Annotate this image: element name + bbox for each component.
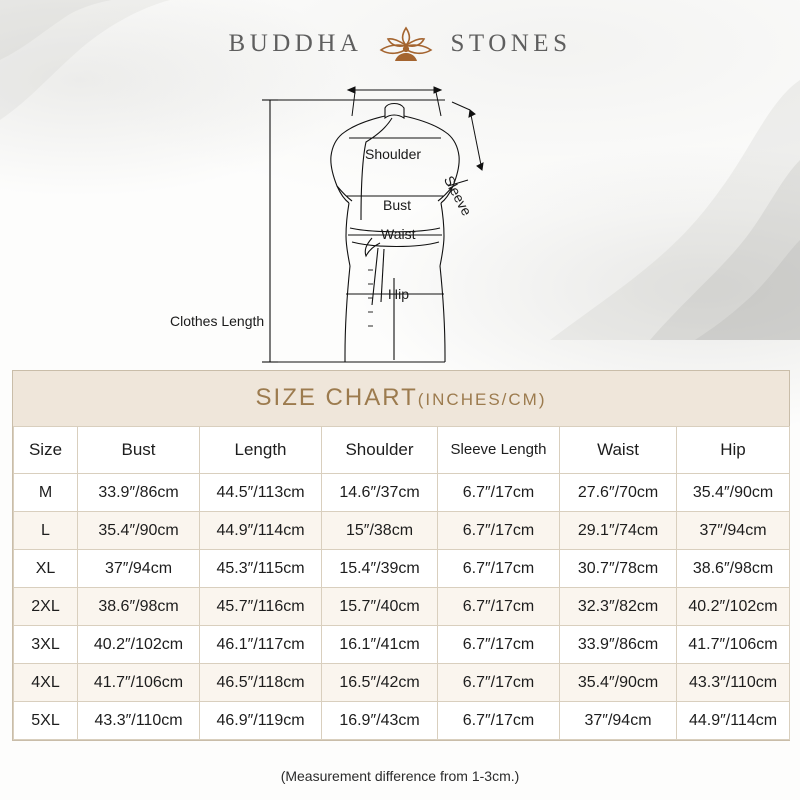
table-row (14, 664, 790, 702)
cell-hip: 40.2″/102cm (677, 588, 790, 626)
cell-waist: 35.4″/90cm (560, 664, 677, 702)
cell-size: 3XL (14, 626, 78, 664)
cell-size: 5XL (14, 702, 78, 740)
cell-bust: 38.6″/98cm (78, 588, 200, 626)
cell-sleeve-length: 6.7″/17cm (438, 474, 560, 512)
size-chart-title-unit: (INCHES/CM) (417, 390, 547, 409)
table-header-row (14, 427, 790, 474)
cell-hip: 41.7″/106cm (677, 626, 790, 664)
size-chart-title (13, 371, 789, 426)
diagram-label-waist: Waist (381, 226, 416, 242)
table-body (14, 474, 790, 740)
cell-waist: 30.7″/78cm (560, 550, 677, 588)
cell-shoulder: 15.4″/39cm (322, 550, 438, 588)
cheongsam-dress-outline (0, 70, 800, 370)
cell-length: 45.7″/116cm (200, 588, 322, 626)
size-chart-title-main: SIZE CHART (255, 384, 418, 411)
cell-length: 46.9″/119cm (200, 702, 322, 740)
diagram-label-shoulder: Shoulder (365, 146, 422, 162)
table-row (14, 588, 790, 626)
cell-bust: 43.3″/110cm (78, 702, 200, 740)
brand-name-left: BUDDHA (228, 30, 363, 57)
column-header-sleeve-length: Sleeve Length (438, 427, 560, 474)
cell-waist: 29.1″/74cm (560, 512, 677, 550)
cell-bust: 41.7″/106cm (78, 664, 200, 702)
cell-bust: 37″/94cm (78, 550, 200, 588)
cell-length: 44.5″/113cm (200, 474, 322, 512)
cell-sleeve-length: 6.7″/17cm (438, 550, 560, 588)
table-row (14, 550, 790, 588)
diagram-label-hip: Hip (388, 286, 410, 302)
brand-header (0, 22, 800, 66)
diagram-label-clothes-length: Clothes Length (170, 313, 265, 329)
cell-size: 2XL (14, 588, 78, 626)
brand-name-right: STONES (450, 30, 572, 57)
column-header-bust: Bust (78, 427, 200, 474)
cell-length: 46.5″/118cm (200, 664, 322, 702)
column-header-length: Length (200, 427, 322, 474)
table-row (14, 512, 790, 550)
cell-shoulder: 16.5″/42cm (322, 664, 438, 702)
table-row (14, 626, 790, 664)
cell-waist: 33.9″/86cm (560, 626, 677, 664)
cell-hip: 37″/94cm (677, 512, 790, 550)
column-header-size: Size (14, 427, 78, 474)
cell-waist: 37″/94cm (560, 702, 677, 740)
cell-bust: 40.2″/102cm (78, 626, 200, 664)
cell-sleeve-length: 6.7″/17cm (438, 626, 560, 664)
cell-hip: 35.4″/90cm (677, 474, 790, 512)
cell-shoulder: 15″/38cm (322, 512, 438, 550)
cell-sleeve-length: 6.7″/17cm (438, 512, 560, 550)
diagram-label-sleeve: Sleeve (440, 173, 476, 219)
cell-shoulder: 14.6″/37cm (322, 474, 438, 512)
cell-shoulder: 16.9″/43cm (322, 702, 438, 740)
column-header-waist: Waist (560, 427, 677, 474)
cell-bust: 35.4″/90cm (78, 512, 200, 550)
cell-hip: 43.3″/110cm (677, 664, 790, 702)
cell-shoulder: 16.1″/41cm (322, 626, 438, 664)
cell-hip: 44.9″/114cm (677, 702, 790, 740)
cell-shoulder: 15.7″/40cm (322, 588, 438, 626)
table-row (14, 474, 790, 512)
cell-sleeve-length: 6.7″/17cm (438, 702, 560, 740)
cell-size: L (14, 512, 78, 550)
cell-bust: 33.9″/86cm (78, 474, 200, 512)
cell-length: 44.9″/114cm (200, 512, 322, 550)
cell-length: 46.1″/117cm (200, 626, 322, 664)
cell-sleeve-length: 6.7″/17cm (438, 588, 560, 626)
cell-hip: 38.6″/98cm (677, 550, 790, 588)
size-chart (12, 370, 790, 741)
column-header-shoulder: Shoulder (322, 427, 438, 474)
measurement-note: (Measurement difference from 1-3cm.) (280, 768, 520, 784)
measurement-diagram (0, 70, 800, 370)
lotus-meditation-icon (376, 22, 436, 66)
size-chart-table (13, 426, 790, 740)
cell-size: 4XL (14, 664, 78, 702)
table-row (14, 702, 790, 740)
cell-waist: 27.6″/70cm (560, 474, 677, 512)
cell-length: 45.3″/115cm (200, 550, 322, 588)
cell-sleeve-length: 6.7″/17cm (438, 664, 560, 702)
cell-waist: 32.3″/82cm (560, 588, 677, 626)
diagram-label-bust: Bust (383, 197, 412, 213)
column-header-hip: Hip (677, 427, 790, 474)
cell-size: XL (14, 550, 78, 588)
cell-size: M (14, 474, 78, 512)
